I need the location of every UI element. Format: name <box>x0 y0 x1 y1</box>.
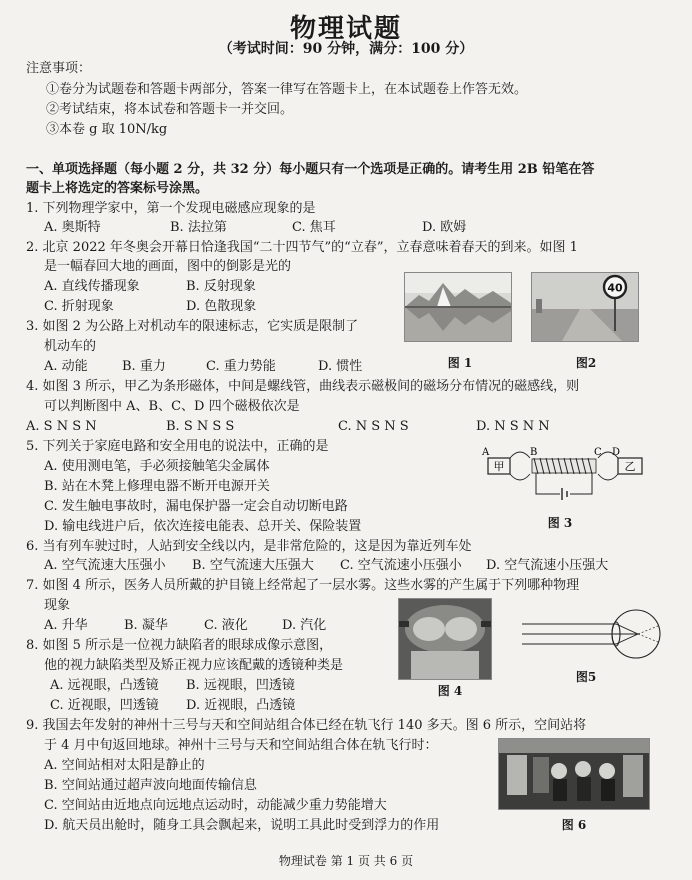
question-8-stem-cont: 他的视力缺陷类型及矫正视力应该配戴的透镜种类是 <box>44 658 344 673</box>
option: B. 反射现象 <box>186 279 256 294</box>
option: C. N S N S <box>338 419 409 434</box>
pole-c-label: C <box>594 447 602 458</box>
notice-item: ③本卷 g 取 10N/kg <box>46 122 168 137</box>
option: A. 奥斯特 <box>44 220 101 235</box>
option: D. 欧姆 <box>422 220 467 235</box>
question-6-stem: 6. 当有列车驶过时，人站到安全线以内，是非常危险的，这是因为靠近列车处 <box>26 539 472 554</box>
figure-5-caption: 图5 <box>575 670 597 684</box>
question-4-stem-cont: 可以判断图中 A、B、C、D 四个磁极依次是 <box>44 399 300 414</box>
option: A. 动能 <box>44 359 88 374</box>
notice-heading: 注意事项： <box>26 61 92 76</box>
figure-4-caption: 图 4 <box>437 684 463 698</box>
figure-4-goggles <box>398 598 492 680</box>
figure-2-caption: 图2 <box>575 356 597 370</box>
option: C. 折射现象 <box>44 299 114 314</box>
option: C. 近视眼，凹透镜 <box>50 698 159 713</box>
page-title: 物理试题 <box>289 14 402 44</box>
option: B. S N S S <box>166 419 235 434</box>
figure-1-caption: 图 1 <box>447 356 473 370</box>
option: D. 输电线进户后，依次连接电能表、总开关、保险装置 <box>44 519 362 534</box>
exam-info: （考试时间：90 分钟，满分：100 分） <box>218 41 474 57</box>
option: D. 色散现象 <box>186 299 257 314</box>
question-8-stem: 8. 如图 5 所示是一位视力缺陷者的眼球成像示意图， <box>26 638 333 653</box>
option: D. 航天员出舱时，随身工具会飘起来，说明工具此时受到浮力的作用 <box>44 818 440 833</box>
option: B. 远视眼，凹透镜 <box>186 678 295 693</box>
option: A. S N S N <box>26 419 97 434</box>
figure-6-space-station <box>498 738 650 810</box>
option: B. 空间站通过超声波向地面传输信息 <box>44 778 257 793</box>
question-3-stem: 3. 如图 2 为公路上对机动车的限速标志，它实质是限制了 <box>26 319 359 334</box>
option: C. 重力势能 <box>206 359 276 374</box>
figure-6-caption: 图 6 <box>561 818 587 832</box>
question-7-stem: 7. 如图 4 所示，医务人员所戴的护目镜上经常起了一层水雾。这些水雾的产生属于下列哪种物理 <box>26 578 580 593</box>
notice-item: ②考试结束，将本试卷和答题卡一并交回。 <box>46 102 294 117</box>
section-heading: 一、单项选择题（每小题 2 分，共 32 分）每小题只有一个选项是正确的。请考生用 2B 铅笔在答 <box>26 162 595 177</box>
option: A. 空气流速大压强小 <box>44 558 166 573</box>
option: C. 空间站由近地点向远地点运动时，动能减少重力势能增大 <box>44 798 387 813</box>
pole-d-label: D <box>612 447 621 458</box>
option: D. 近视眼，凸透镜 <box>186 698 296 713</box>
option: B. 站在木凳上修理电器不断开电源开关 <box>44 479 270 494</box>
question-9-stem-cont: 于 4 月中旬返回地球。神州十三号与天和空间站组合体在轨飞行时： <box>44 738 438 753</box>
question-9-stem: 9. 我国去年发射的神州十三号与天和空间站组合体已经在轨飞行 140 多天。图 6 所示，空间站将 <box>26 718 587 733</box>
question-4-stem: 4. 如图 3 所示，甲乙为条形磁体，中间是螺线管，曲线表示磁极间的磁场分布情况的磁感线，则 <box>26 379 580 394</box>
option: C. 发生触电事故时，漏电保护器一定会自动切断电路 <box>44 499 348 514</box>
option: B. 凝华 <box>124 618 168 633</box>
option: A. 直线传播现象 <box>44 279 140 294</box>
option: A. 升华 <box>44 618 88 633</box>
question-1-stem: 1. 下列物理学家中，第一个发现电磁感应现象的是 <box>26 201 316 216</box>
figure-2-road <box>531 272 639 342</box>
question-2-stem-cont: 是一幅春回大地的画面，图中的倒影是光的 <box>44 259 292 274</box>
option: D. N S N N <box>476 419 550 434</box>
question-2-stem: 2. 北京 2022 年冬奥会开幕日恰逢我国“二十四节气”的“立春”，立春意味着春天的到来。如图 1 <box>26 240 578 255</box>
figure-5-eye-diagram <box>520 606 670 662</box>
section-heading-cont: 题卡上将选定的答案标号涂黑。 <box>26 181 209 196</box>
pole-a-label: A <box>482 447 490 458</box>
figure-1-landscape <box>404 272 512 342</box>
option: A. 远视眼，凸透镜 <box>50 678 159 693</box>
figure-3-caption: 图 3 <box>547 516 573 530</box>
option: A. 空间站相对太阳是静止的 <box>44 758 205 773</box>
option: B. 空气流速大压强大 <box>192 558 314 573</box>
page-footer: 物理试卷 第 1 页 共 6 页 <box>278 854 414 868</box>
notice-item: ①卷分为试题卷和答题卡两部分，答案一律写在答题卡上，在本试题卷上作答无效。 <box>46 82 528 97</box>
option: C. 液化 <box>204 618 248 633</box>
magnet-left-label: 甲 <box>493 460 505 473</box>
speed-limit-value: 40 <box>607 281 623 295</box>
figure-3-solenoid <box>470 444 670 512</box>
pole-b-label: B <box>530 447 538 458</box>
question-5-stem: 5. 下列关于家庭电路和安全用电的说法中，正确的是 <box>26 439 329 454</box>
option: B. 重力 <box>122 359 166 374</box>
option: A. 使用测电笔，手必须接触笔尖金属体 <box>44 459 270 474</box>
option: D. 空气流速小压强大 <box>486 558 609 573</box>
option: D. 惯性 <box>318 359 363 374</box>
option: C. 空气流速小压强小 <box>340 558 462 573</box>
magnet-right-label: 乙 <box>624 460 636 473</box>
option: C. 焦耳 <box>292 220 336 235</box>
question-3-stem-cont: 机动车的 <box>44 339 97 354</box>
question-7-stem-cont: 现象 <box>44 598 71 613</box>
option: B. 法拉第 <box>170 220 227 235</box>
option: D. 汽化 <box>282 618 327 633</box>
